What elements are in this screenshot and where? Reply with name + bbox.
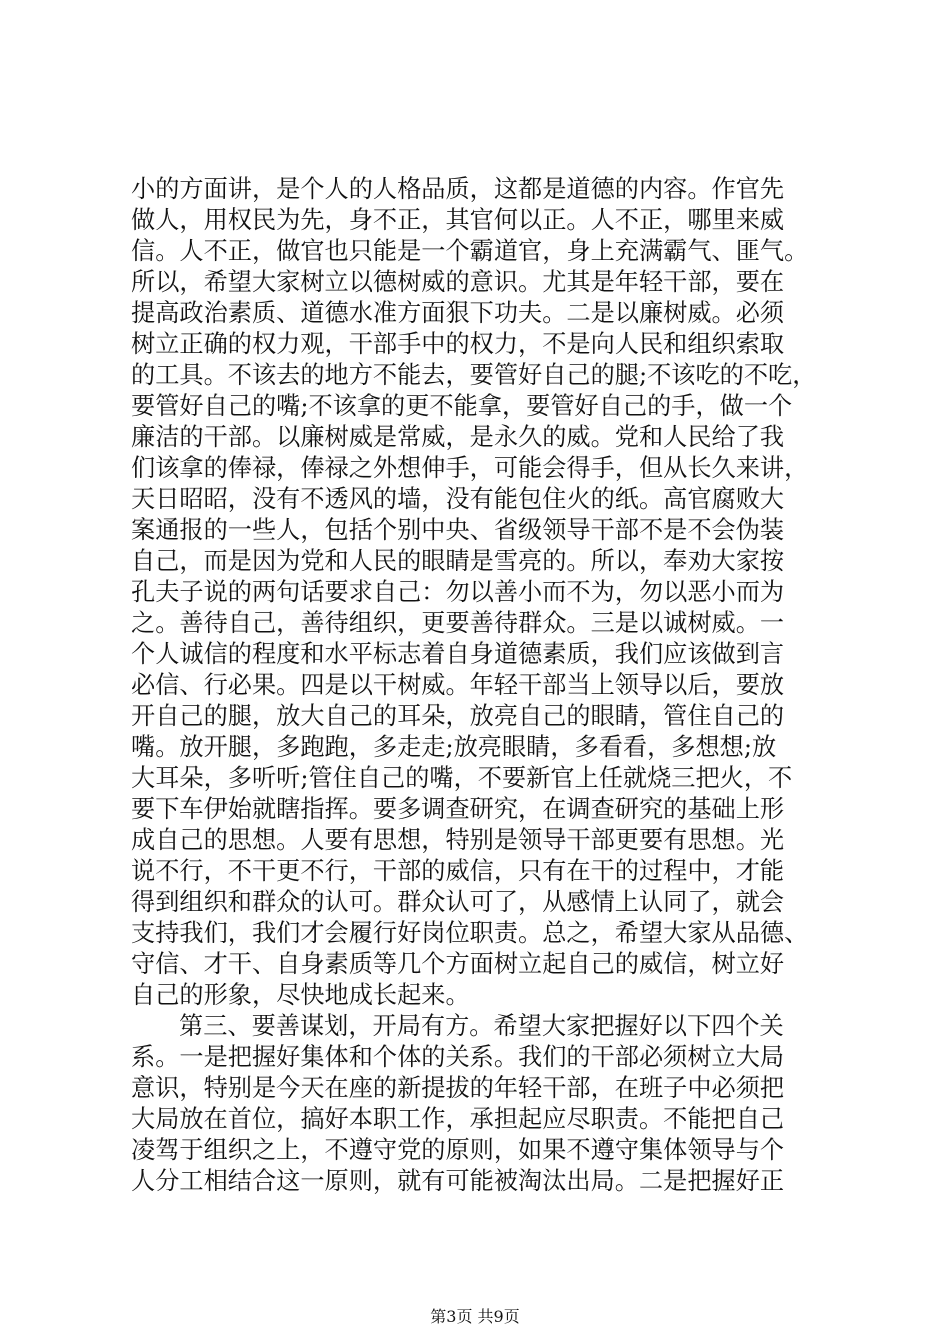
text-line: 小的方面讲，是个人的人格品质，这都是道德的内容。作官先 — [131, 175, 785, 203]
text-line: 案通报的一些人，包括个别中央、省级领导干部不是不会伪装 — [131, 516, 785, 544]
text-line: 要管好自己的嘴;不该拿的更不能拿，要管好自己的手，做一个 — [131, 392, 793, 420]
text-line: 嘴。放开腿，多跑跑，多走走;放亮眼睛，多看看，多想想;放 — [131, 733, 777, 761]
text-line: 做人，用权民为先，身不正，其官何以正。人不正，哪里来威 — [131, 206, 785, 234]
text-line: 自己的形象，尽快地成长起来。 — [131, 981, 470, 1009]
text-line: 守信、才干、自身素质等几个方面树立起自己的威信，树立好 — [131, 950, 785, 978]
page-footer — [0, 1304, 950, 1327]
text-line: 人分工相结合这一原则，就有可能被淘汰出局。二是把握好正 — [131, 1167, 785, 1195]
text-line: 大耳朵，多听听;管住自己的嘴，不要新官上任就烧三把火，不 — [131, 764, 793, 792]
text-line: 提高政治素质、道德水准方面狠下功夫。二是以廉树威。必须 — [131, 299, 785, 327]
text-line: 要下车伊始就瞎指挥。要多调查研究，在调查研究的基础上形 — [131, 795, 785, 823]
page-number: 第3页 共9页 — [430, 1307, 520, 1326]
text-line: 的工具。不该去的地方不能去，要管好自己的腿;不该吃的不吃， — [131, 361, 817, 389]
text-line: 树立正确的权力观，干部手中的权力，不是向人民和组织索取 — [131, 330, 785, 358]
body-text — [131, 174, 831, 1197]
text-line: 廉洁的干部。以廉树威是常威，是永久的威。党和人民给了我 — [131, 423, 785, 451]
text-line: 必信、行必果。四是以干树威。年轻干部当上领导以后，要放 — [131, 671, 785, 699]
text-line: 得到组织和群众的认可。群众认可了，从感情上认同了，就会 — [131, 888, 785, 916]
text-line: 成自己的思想。人要有思想，特别是领导干部更要有思想。光 — [131, 826, 785, 854]
text-line: 个人诚信的程度和水平标志着自身道德素质，我们应该做到言 — [131, 640, 785, 668]
text-line: 之。善待自己，善待组织，更要善待群众。三是以诚树威。一 — [131, 609, 785, 637]
text-line: 信。人不正，做官也只能是一个霸道官，身上充满霸气、匪气。 — [131, 237, 809, 265]
text-line: 系。一是把握好集体和个体的关系。我们的干部必须树立大局 — [131, 1043, 785, 1071]
text-line: 孔夫子说的两句话要求自己：勿以善小而不为，勿以恶小而为 — [131, 578, 785, 606]
text-line: 们该拿的俸禄，俸禄之外想伸手，可能会得手，但从长久来讲， — [131, 454, 809, 482]
text-line: 意识，特别是今天在座的新提拔的年轻干部，在班子中必须把 — [131, 1074, 785, 1102]
text-line: 所以，希望大家树立以德树威的意识。尤其是年轻干部，要在 — [131, 268, 785, 296]
text-line: 支持我们，我们才会履行好岗位职责。总之，希望大家从品德、 — [131, 919, 809, 947]
text-line: 说不行，不干更不行，干部的威信，只有在干的过程中，才能 — [131, 857, 785, 885]
text-line: 自己，而是因为党和人民的眼睛是雪亮的。所以，奉劝大家按 — [131, 547, 785, 575]
text-line: 凌驾于组织之上，不遵守党的原则，如果不遵守集体领导与个 — [131, 1136, 785, 1164]
text-line: 大局放在首位，搞好本职工作，承担起应尽职责。不能把自己 — [131, 1105, 785, 1133]
text-line: 天日昭昭，没有不透风的墙，没有能包住火的纸。高官腐败大 — [131, 485, 785, 513]
paragraph-start-line: 第三、要善谋划，开局有方。希望大家把握好以下四个关 — [179, 1012, 784, 1040]
text-line: 开自己的腿，放大自己的耳朵，放亮自己的眼睛，管住自己的 — [131, 702, 785, 730]
